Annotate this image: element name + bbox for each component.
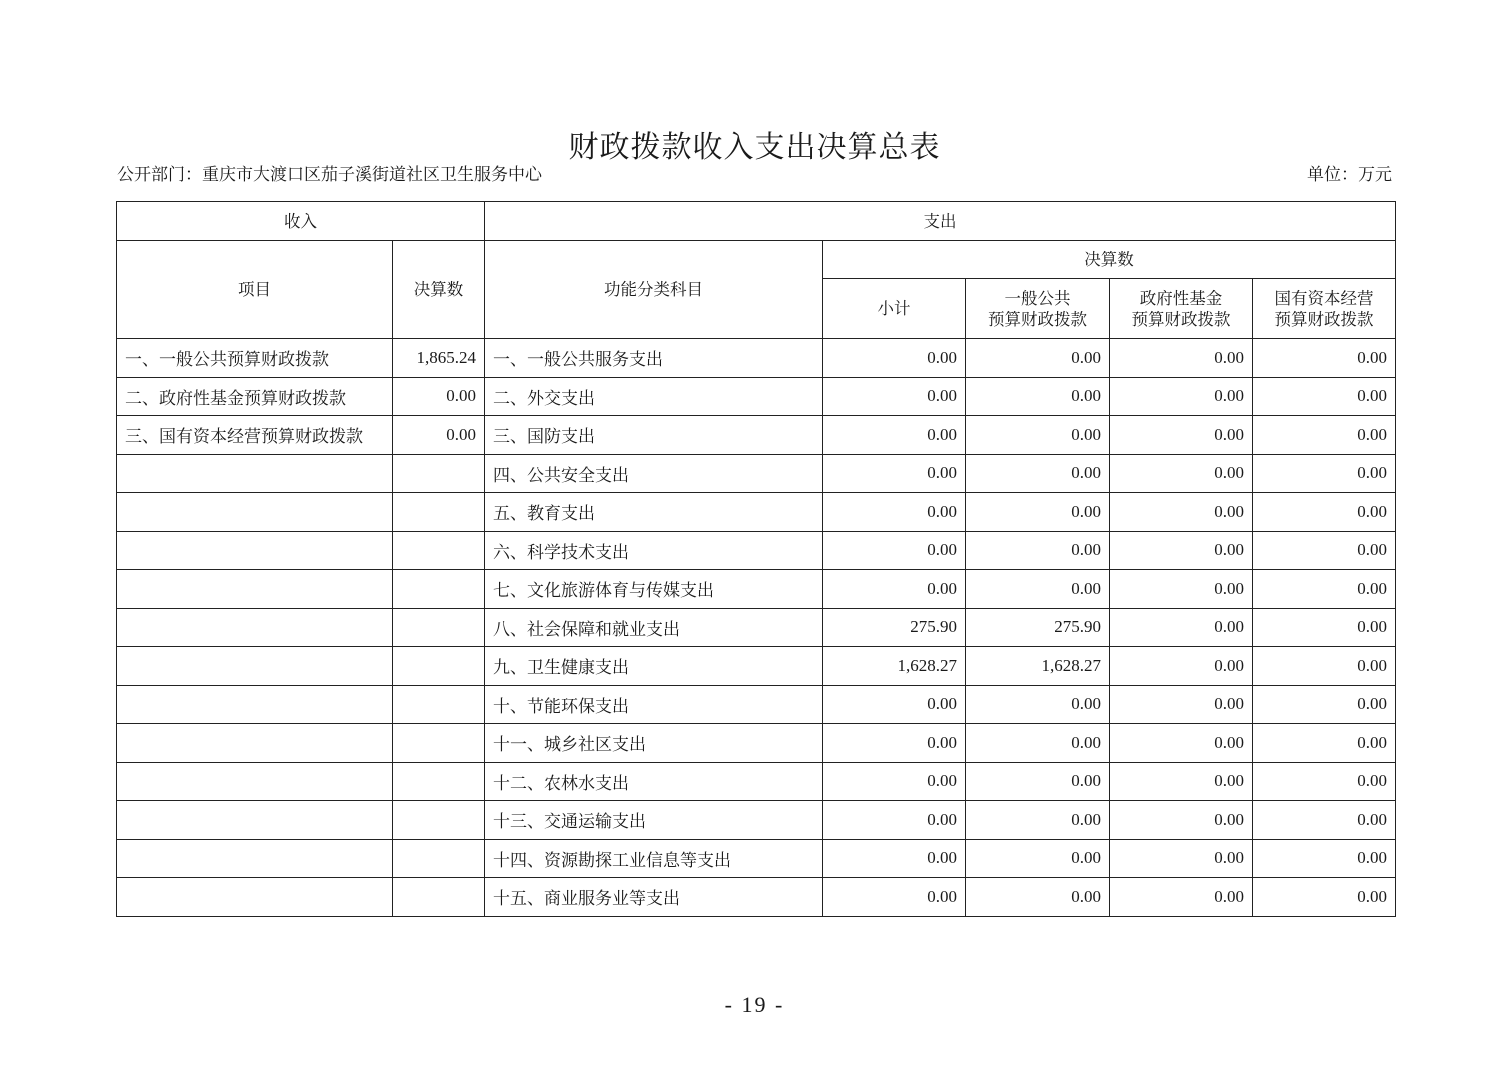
category-cell: 十二、农林水支出: [485, 762, 823, 801]
general-cell: 0.00: [966, 339, 1110, 378]
subtotal-header: 小计: [823, 279, 966, 339]
category-cell: 八、社会保障和就业支出: [485, 608, 823, 647]
income-item-cell: [117, 454, 393, 493]
general-cell: 0.00: [966, 416, 1110, 455]
category-cell: 六、科学技术支出: [485, 531, 823, 570]
table-row: [117, 839, 1396, 878]
amount-header: 决算数: [393, 241, 485, 339]
category-cell: 十一、城乡社区支出: [485, 724, 823, 763]
general-cell: 0.00: [966, 570, 1110, 609]
capital-cell: 0.00: [1253, 416, 1396, 455]
fund-cell: 0.00: [1110, 493, 1253, 532]
table-row: [117, 531, 1396, 570]
fund-cell: 0.00: [1110, 339, 1253, 378]
table-row: [117, 454, 1396, 493]
income-item-cell: [117, 647, 393, 686]
capital-cell: 0.00: [1253, 724, 1396, 763]
department-label: 公开部门：重庆市大渡口区茄子溪街道社区卫生服务中心: [117, 165, 542, 185]
subtotal-cell: 0.00: [823, 685, 966, 724]
income-amount-cell: [393, 493, 485, 532]
fund-cell: 0.00: [1110, 724, 1253, 763]
category-cell: 十三、交通运输支出: [485, 801, 823, 840]
gov-fund-header-line1: 政府性基金: [1139, 288, 1223, 308]
income-item-cell: 三、国有资本经营预算财政拨款: [117, 416, 393, 455]
category-cell: 四、公共安全支出: [485, 454, 823, 493]
general-public-header-line1: 一般公共: [1004, 288, 1071, 308]
table-row: [117, 377, 1396, 416]
income-amount-cell: [393, 724, 485, 763]
table-row: [117, 339, 1396, 378]
general-cell: 275.90: [966, 608, 1110, 647]
budget-summary-table: [116, 201, 1396, 917]
category-cell: 五、教育支出: [485, 493, 823, 532]
fund-cell: 0.00: [1110, 531, 1253, 570]
category-cell: 七、文化旅游体育与传媒支出: [485, 570, 823, 609]
general-cell: 0.00: [966, 878, 1110, 917]
gov-fund-header: [1110, 279, 1253, 339]
income-amount-cell: 1,865.24: [393, 339, 485, 378]
general-cell: 0.00: [966, 762, 1110, 801]
capital-cell: 0.00: [1253, 685, 1396, 724]
table-row: [117, 416, 1396, 455]
capital-cell: 0.00: [1253, 454, 1396, 493]
state-capital-header: [1253, 279, 1396, 339]
subtotal-cell: 0.00: [823, 377, 966, 416]
income-item-cell: [117, 531, 393, 570]
income-header: 收入: [117, 202, 485, 241]
category-cell: 二、外交支出: [485, 377, 823, 416]
income-item-cell: [117, 608, 393, 647]
fund-cell: 0.00: [1110, 647, 1253, 686]
subtotal-cell: 1,628.27: [823, 647, 966, 686]
capital-cell: 0.00: [1253, 608, 1396, 647]
income-amount-cell: 0.00: [393, 377, 485, 416]
general-cell: 1,628.27: [966, 647, 1110, 686]
general-public-header-line2: 预算财政拨款: [988, 309, 1087, 329]
fund-cell: 0.00: [1110, 377, 1253, 416]
income-item-cell: [117, 839, 393, 878]
general-cell: 0.00: [966, 801, 1110, 840]
item-header: 项目: [117, 241, 393, 339]
income-item-cell: [117, 570, 393, 609]
subtotal-cell: 0.00: [823, 724, 966, 763]
income-item-cell: [117, 762, 393, 801]
table-row: [117, 608, 1396, 647]
subtotal-cell: 0.00: [823, 493, 966, 532]
table-row: [117, 493, 1396, 532]
subtotal-cell: 0.00: [823, 454, 966, 493]
subtotal-cell: 275.90: [823, 608, 966, 647]
capital-cell: 0.00: [1253, 878, 1396, 917]
table-row: [117, 724, 1396, 763]
income-amount-cell: [393, 685, 485, 724]
general-cell: 0.00: [966, 839, 1110, 878]
function-category-header: 功能分类科目: [485, 241, 823, 339]
income-item-cell: [117, 685, 393, 724]
fund-cell: 0.00: [1110, 839, 1253, 878]
category-cell: 十、节能环保支出: [485, 685, 823, 724]
general-public-header: [966, 279, 1110, 339]
category-cell: 三、国防支出: [485, 416, 823, 455]
income-amount-cell: 0.00: [393, 416, 485, 455]
unit-label: 单位：万元: [1307, 165, 1392, 185]
state-capital-header-line1: 国有资本经营: [1274, 288, 1374, 308]
capital-cell: 0.00: [1253, 647, 1396, 686]
category-cell: 十五、商业服务业等支出: [485, 878, 823, 917]
income-item-cell: [117, 724, 393, 763]
general-cell: 0.00: [966, 531, 1110, 570]
income-item-cell: 二、政府性基金预算财政拨款: [117, 377, 393, 416]
table-row: [117, 570, 1396, 609]
subtotal-cell: 0.00: [823, 878, 966, 917]
income-amount-cell: [393, 647, 485, 686]
fund-cell: 0.00: [1110, 685, 1253, 724]
income-item-cell: 一、一般公共预算财政拨款: [117, 339, 393, 378]
capital-cell: 0.00: [1253, 339, 1396, 378]
subtotal-cell: 0.00: [823, 839, 966, 878]
category-cell: 九、卫生健康支出: [485, 647, 823, 686]
category-cell: 一、一般公共服务支出: [485, 339, 823, 378]
general-cell: 0.00: [966, 724, 1110, 763]
income-amount-cell: [393, 878, 485, 917]
capital-cell: 0.00: [1253, 570, 1396, 609]
expenditure-header: 支出: [485, 202, 1396, 241]
state-capital-header-line2: 预算财政拨款: [1274, 309, 1374, 329]
capital-cell: 0.00: [1253, 839, 1396, 878]
income-amount-cell: [393, 801, 485, 840]
fund-cell: 0.00: [1110, 762, 1253, 801]
income-item-cell: [117, 801, 393, 840]
subtotal-cell: 0.00: [823, 339, 966, 378]
general-cell: 0.00: [966, 377, 1110, 416]
capital-cell: 0.00: [1253, 801, 1396, 840]
income-item-cell: [117, 878, 393, 917]
final-amount-header: 决算数: [823, 241, 1396, 279]
page-number: - 19 -: [724, 992, 785, 1017]
income-amount-cell: [393, 531, 485, 570]
table-row: [117, 762, 1396, 801]
income-amount-cell: [393, 608, 485, 647]
income-amount-cell: [393, 762, 485, 801]
capital-cell: 0.00: [1253, 377, 1396, 416]
subtotal-cell: 0.00: [823, 801, 966, 840]
fund-cell: 0.00: [1110, 416, 1253, 455]
income-amount-cell: [393, 570, 485, 609]
general-cell: 0.00: [966, 493, 1110, 532]
table-row: [117, 878, 1396, 917]
fund-cell: 0.00: [1110, 570, 1253, 609]
general-cell: 0.00: [966, 685, 1110, 724]
general-cell: 0.00: [966, 454, 1110, 493]
gov-fund-header-line2: 预算财政拨款: [1131, 309, 1231, 329]
subtotal-cell: 0.00: [823, 531, 966, 570]
fund-cell: 0.00: [1110, 608, 1253, 647]
table-row: [117, 685, 1396, 724]
capital-cell: 0.00: [1253, 531, 1396, 570]
category-cell: 十四、资源勘探工业信息等支出: [485, 839, 823, 878]
income-amount-cell: [393, 454, 485, 493]
fund-cell: 0.00: [1110, 454, 1253, 493]
income-item-cell: [117, 493, 393, 532]
fund-cell: 0.00: [1110, 878, 1253, 917]
table-row: [117, 647, 1396, 686]
capital-cell: 0.00: [1253, 493, 1396, 532]
capital-cell: 0.00: [1253, 762, 1396, 801]
subtotal-cell: 0.00: [823, 570, 966, 609]
fund-cell: 0.00: [1110, 801, 1253, 840]
document-title: 财政拨款收入支出决算总表: [568, 130, 941, 165]
income-amount-cell: [393, 839, 485, 878]
table-row: [117, 801, 1396, 840]
subtotal-cell: 0.00: [823, 762, 966, 801]
subtotal-cell: 0.00: [823, 416, 966, 455]
